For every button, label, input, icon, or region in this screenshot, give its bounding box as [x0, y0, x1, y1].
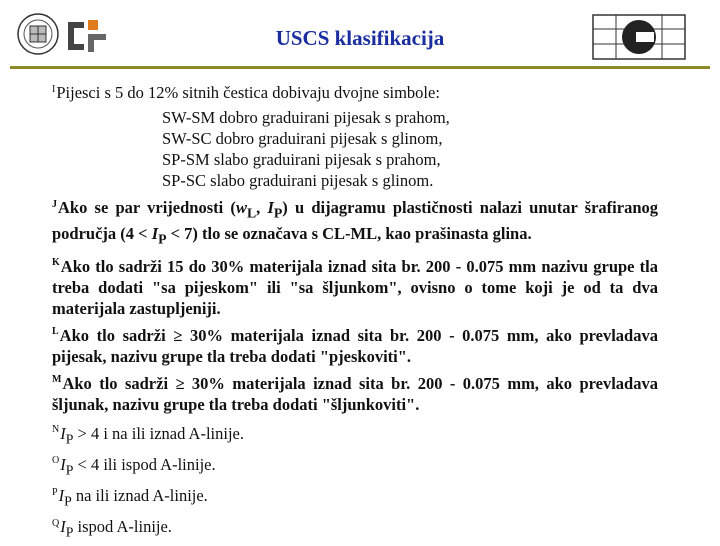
symbol: I	[151, 224, 159, 244]
note-marker: P	[52, 486, 58, 498]
note-marker: M	[52, 374, 62, 386]
symbol: I	[58, 486, 65, 506]
footnotes-body	[52, 82, 658, 546]
note-marker: I	[52, 83, 56, 95]
note-text: Ako tlo sadrži ≥ 30% materijala iznad sita br. 200 - 0.075 mm, ako prevladava šljunak, nazivu grupe tla treba dodati "šljunkoviti".	[52, 373, 658, 414]
symbol: I	[60, 423, 66, 443]
page-title: USCS klasifikacija	[275, 26, 445, 50]
note-text: ,	[256, 198, 268, 217]
note-i	[52, 82, 658, 103]
header	[0, 0, 720, 70]
list-item: SW-SC dobro graduirani pijesak s glinom,	[162, 129, 443, 148]
subscript: P	[65, 524, 74, 540]
subscript: L	[246, 205, 257, 221]
note-text: Ako tlo sadrži 15 do 30% materijala iznad sita br. 200 - 0.075 mm nazivu grupe tla treba dodati "sa pijeskom" ili "sa šljunkom", ovisno o tome koji je od ta dva materijala zastupljeniji.	[52, 256, 658, 318]
header-divider	[10, 66, 710, 69]
note-o	[52, 452, 658, 483]
note-text: < 7) tlo se označava s CL-ML, kao prašinasta glina.	[166, 224, 532, 244]
note-p	[52, 483, 658, 514]
note-text: Ako tlo sadrži ≥ 30% materijala iznad sita br. 200 - 0.075 mm, ako prevladava pijesak, nazivu grupe tla treba dodati "pjeskoviti".	[52, 325, 658, 366]
note-marker: K	[52, 257, 60, 269]
note-text: Ako se par vrijednosti (	[58, 198, 236, 217]
note-text: ispod A-linije.	[73, 517, 172, 537]
note-marker: J	[52, 198, 57, 210]
symbol: I	[267, 198, 274, 217]
note-q	[52, 514, 658, 545]
note-text: Pijesci s 5 do 12% sitnih čestica dobivaju dvojne simbole:	[56, 83, 440, 102]
institute-logo	[592, 14, 686, 60]
note-j	[52, 197, 658, 250]
symbol: I	[60, 517, 66, 537]
note-k	[52, 256, 658, 319]
note-text: ) u dijagramu plastičnosti nalazi unutar šrafiranog područja (4 <	[52, 198, 658, 244]
subscript: P	[158, 231, 167, 247]
list-item: SP-SM slabo graduirani pijesak s prahom,	[162, 150, 441, 169]
list-item: SW-SM dobro graduirani pijesak s prahom,	[162, 108, 450, 127]
note-marker: Q	[52, 517, 60, 529]
symbol: I	[60, 454, 66, 474]
note-m	[52, 373, 658, 415]
subscript: P	[64, 493, 72, 509]
list-item: SP-SC slabo graduirani pijesak s glinom.	[162, 171, 434, 190]
note-marker: L	[52, 326, 59, 338]
subscript: P	[65, 462, 74, 478]
note-marker: O	[52, 455, 60, 467]
subscript: P	[65, 430, 74, 446]
note-marker: N	[52, 424, 60, 436]
note-n	[52, 421, 658, 452]
note-l	[52, 325, 658, 367]
subscript: P	[273, 205, 283, 221]
note-text: > 4 i na ili iznad A-linije.	[73, 423, 244, 443]
dual-symbol-list	[162, 107, 658, 191]
note-text: < 4 ili ispod A-linije.	[73, 454, 216, 474]
note-text: na ili iznad A-linije.	[71, 486, 208, 506]
symbol: w	[235, 198, 247, 217]
